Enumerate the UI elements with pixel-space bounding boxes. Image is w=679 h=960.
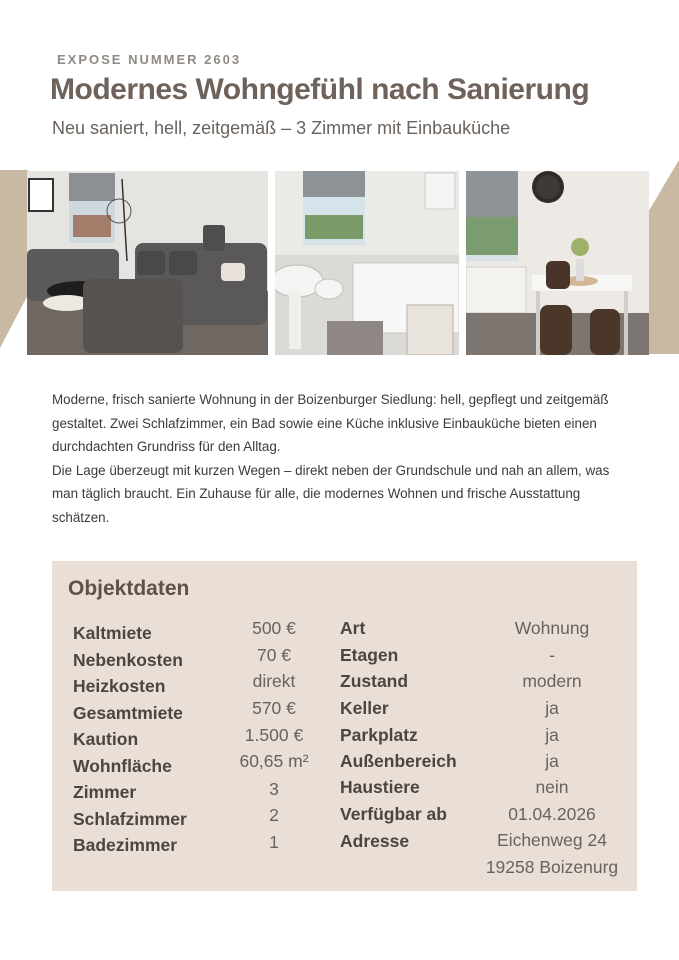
value-aussenbereich: ja (545, 751, 559, 771)
label-haustiere: Haustiere (340, 777, 420, 797)
label-wohnflaeche: Wohnfläche (73, 756, 172, 776)
value-adresse-line1: Eichenweg 24 (497, 830, 607, 850)
value-etagen: - (549, 645, 555, 665)
value-schlafzimmer: 2 (269, 805, 279, 825)
page-title: Modernes Wohngefühl nach Sanierung (50, 73, 590, 106)
label-nebenkosten: Nebenkosten (73, 650, 183, 670)
label-gesamtmiete: Gesamtmiete (73, 703, 183, 723)
expose-number: EXPOSE NUMMER 2603 (57, 52, 242, 67)
label-schlafzimmer: Schlafzimmer (73, 809, 187, 829)
value-wohnflaeche: 60,65 m² (239, 751, 309, 771)
description (52, 388, 632, 529)
living-room-photo (27, 171, 268, 355)
value-zustand: modern (522, 671, 582, 691)
value-verfuegbar-ab: 01.04.2026 (508, 804, 596, 824)
dining-area-photo (466, 171, 649, 355)
label-art: Art (340, 618, 366, 638)
description-paragraph-1: Moderne, frisch sanierte Wohnung in der Boizenburger Siedlung: hell, gepflegt und zeitgemäß gestaltet. Zwei Schlafzimmer, ein Bad sowie eine Küche inklusive Einbauküche bieten einen durchdachten Grundriss für den Alltag. (52, 392, 609, 454)
label-badezimmer: Badezimmer (73, 835, 178, 855)
value-badezimmer: 1 (269, 832, 279, 852)
objektdaten-panel (52, 561, 637, 891)
label-heizkosten: Heizkosten (73, 676, 166, 696)
decor-band-left (0, 170, 28, 348)
value-keller: ja (545, 698, 559, 718)
value-adresse-line2: 19258 Boizenurg (485, 857, 619, 877)
label-kaltmiete: Kaltmiete (73, 623, 152, 643)
label-adresse: Adresse (340, 831, 410, 851)
objektdaten-title: Objektdaten (68, 577, 190, 600)
value-gesamtmiete: 570 € (252, 698, 296, 718)
value-nebenkosten: 70 € (256, 645, 292, 665)
bathroom-photo (275, 171, 459, 355)
value-kaltmiete: 500 € (252, 618, 296, 638)
label-kaution: Kaution (73, 729, 139, 749)
label-aussenbereich: Außenbereich (340, 751, 457, 771)
label-keller: Keller (340, 698, 389, 718)
value-zimmer: 3 (269, 779, 279, 799)
label-verfuegbar-ab: Verfügbar ab (340, 804, 447, 824)
label-etagen: Etagen (340, 645, 399, 665)
description-paragraph-2: Die Lage überzeugt mit kurzen Wegen – direkt neben der Grundschule und nah an allem, was man täglich braucht. Ein Zuhause für alle, die modernes Wohnen und frische Ausstattung schätzen. (52, 462, 610, 525)
label-parkplatz: Parkplatz (340, 725, 418, 745)
decor-band-right (649, 160, 679, 354)
value-parkplatz: ja (545, 725, 559, 745)
value-art: Wohnung (514, 618, 590, 638)
page-subtitle: Neu saniert, hell, zeitgemäß – 3 Zimmer mit Einbauküche (52, 118, 511, 138)
value-kaution: 1.500 € (244, 725, 304, 745)
label-zimmer: Zimmer (73, 782, 137, 802)
value-haustiere: nein (535, 777, 569, 797)
label-zustand: Zustand (340, 671, 409, 691)
value-heizkosten: direkt (252, 671, 296, 691)
